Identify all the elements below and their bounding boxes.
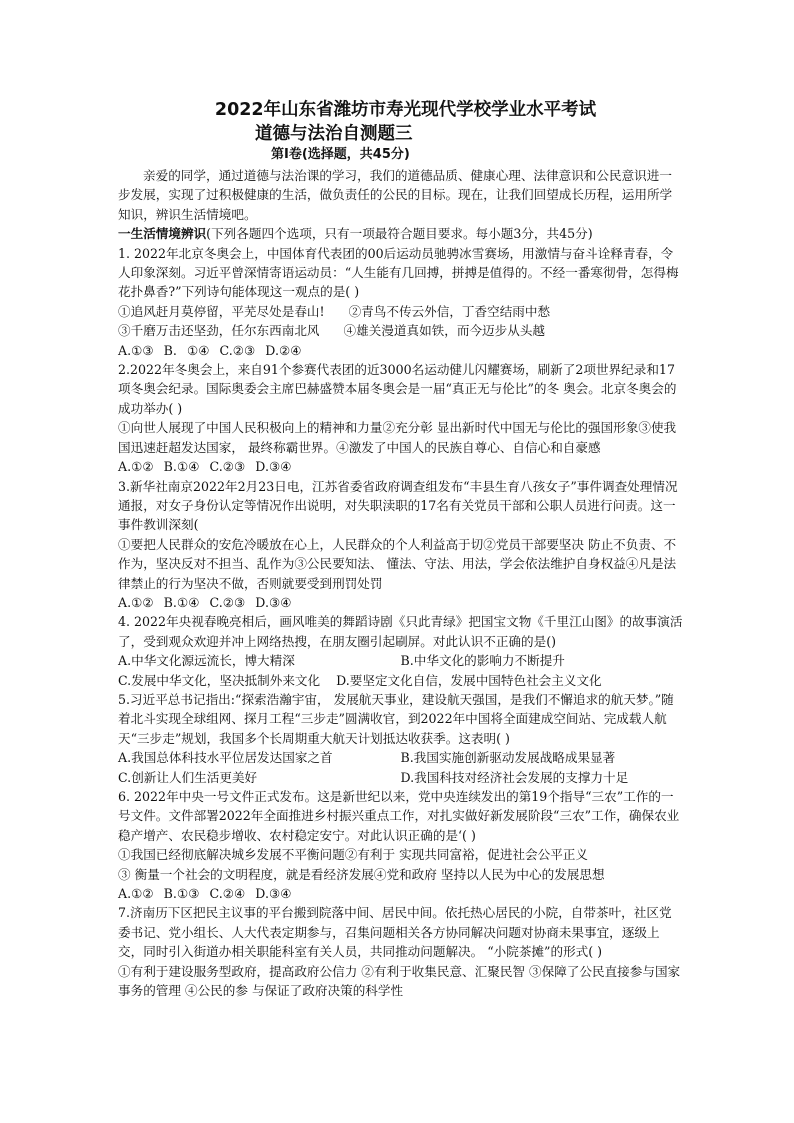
answer-option: A.中华文化源远流长，博大精深	[118, 653, 295, 669]
answer-option: C.创新让人们生活更美好	[118, 769, 258, 785]
question-items-row	[118, 302, 683, 321]
question-stem: 7.济南历下区把民主议事的平台搬到院落中间、居民中间。依托热心居民的小院，自带茶叶，社区党委书记、党小组长、人大代表定期参与，召集问题相关各方协同解决问题对协商未果事宜，逐级上交，同时引入街道办相关职能科室有关人员，共同推动问题解决。 “小院茶摊”的形式( )	[118, 905, 672, 960]
question-stem: 3.新华社南京2022年2月23日电，江苏省委省政府调查组发布“丰县生育八孩女子”事件调查处理情况通报，对女子身份认定等情况作出说明，对失职渎职的17名有关党员干部和公职人员进行问责。这一事件教训深刻(	[118, 478, 678, 533]
question-1	[118, 244, 683, 360]
answer-options-row	[118, 748, 683, 767]
question-item: ③ 衡量一个社会的文明程度，就是看经济发展④党和政府 坚持以人民为中心的发展思想	[118, 866, 605, 882]
answer-options: A.①② B.①④ C.②③ D.③④	[118, 459, 292, 475]
answer-option: B.中华文化的影响力不断提升	[400, 653, 565, 669]
answer-options-row	[118, 671, 683, 690]
answer-options: A.①② B.①③ C.②④ D.③④	[118, 886, 292, 902]
section-header: 第Ⅰ卷(选择题，共45分)	[271, 147, 410, 162]
question-item: ①我国已经彻底解决城乡发展不平衡问题②有利于 实现共同富裕，促进社会公平正义	[118, 847, 588, 863]
question-4	[118, 612, 683, 690]
answer-options-row	[118, 768, 683, 787]
question-stem: 4. 2022年央视春晚亮相后，画风唯美的舞蹈诗剧《只此青绿》把国宝文物《千里江山图》的故事演活了，受到观众欢迎并冲上网络热搜，在朋友圈引起刷屏。对此认识不正确的是()	[118, 614, 683, 649]
question-items: ①向世人展现了中国人民积极向上的精神和力量②充分彰 显出新时代中国无与伦比的强国形象③使我国迅速赶超发达国家， 最终称霸世界。④激发了中国人的民族自尊心、自信心和自豪感	[118, 420, 677, 455]
question-items: ①要把人民群众的安危冷暖放在心上，人民群众的个人利益高于切②党员干部要坚决 防止不负责、不作为，坚决反对不担当、乱作为③公民要知法、 懂法、守法、用法，学会依法维护自身权益④凡是法律禁止的行为坚决不做，否则就要受到刑罚处罚	[118, 536, 677, 591]
answer-option: D.我国科技对经济社会发展的支撑力十足	[400, 769, 629, 785]
question-7	[118, 903, 683, 1000]
question-item: ③千磨万击还坚劲，任尔东西南北风	[118, 323, 320, 339]
question-6	[118, 787, 683, 903]
part-title: 一生活情境辨识	[118, 226, 207, 242]
question-2	[118, 360, 683, 476]
question-stem: 6. 2022年中央一号文件正式发布。这是新世纪以来，党中央连续发出的第19个指导“三农”工作的一号文件。文件部署2022年全面推进乡村振兴重点工作，对扎实做好新发展阶段“三农”工作，确保农业稳产增产、农民稳步增收、农村稳定安宁。对此认识正确的是‘( )	[118, 789, 680, 843]
part-instruction: (下列各题四个选项，只有一项最符合题目要求。每小题3分，共45分)	[206, 226, 593, 242]
question-3	[118, 477, 683, 613]
part-heading	[118, 224, 683, 243]
answer-options: A.①② B.①④ C.②③ D.③④	[118, 594, 292, 610]
question-stem: 2.2022年冬奥会上，来自91个参赛代表团的近3000名运动健儿闪耀赛场，刷新了2项世界纪录和17项冬奥会纪录。国际奥委会主席巴赫盛赞本届冬奥会是一届“真正无与伦比”的冬 奥会。北京冬奥会的成功举办( )	[118, 362, 677, 416]
answer-options-row	[118, 651, 683, 670]
answer-option: B.我国实施创新驱动发展战略成果显著	[400, 750, 616, 766]
question-item: ②青鸟不传云外信，丁香空结雨中愁	[348, 303, 551, 319]
exam-subtitle: 道德与法治自测题三	[255, 124, 413, 144]
intro-paragraph: 亲爱的同学，通过道德与法治课的学习，我们的道德品质、健康心理、法律意识和公民意识进一步发展，实现了过积极健康的生活，做负责任的公民的目标。现在，让我们回望成长历程，运用所学知识，辨识生活情境吧。	[118, 168, 673, 222]
question-items: ①有利于建设服务型政府，提高政府公信力 ②有利于收集民意、汇聚民智 ③保障了公民直接参与国家事务的管理 ④公民的参 与保证了政府决策的科学性	[118, 963, 681, 999]
exam-page	[118, 98, 683, 1000]
answer-options: A.①③ B. ①④ C.②③ D.②④	[118, 342, 302, 358]
question-item: ①追风赶月莫停留，平芜尽处是春山!	[118, 303, 325, 319]
answer-option: C.发展中华文化，坚决抵制外来文化	[118, 672, 321, 688]
question-stem: 5.习近平总书记指出:“探索浩瀚宇宙， 发展航天事业，建设航天强国，是我们不懈追求的航天梦。”随着北斗实现全球组网、探月工程“三步走”圆满收官，到2022年中国将全面建成空间站、完成载人航天“三步走”规划，我国多个长周期重大航天计划抵达收获季。这表明( )	[118, 691, 674, 746]
question-5	[118, 690, 683, 787]
question-stem: 1. 2022年北京冬奥会上，中国体育代表团的00后运动员驰骋冰雪赛场，用激情与奋斗诠释青春，令人印象深刻。习近平曾深情寄语运动员：“人生能有几回搏，拼搏是值得的。不经一番寒彻骨，怎得梅花扑鼻香?”下列诗句能体现这一观点的是( )	[118, 245, 679, 300]
answer-option: A.我国总体科技水平位居发达国家之首	[118, 750, 333, 766]
exam-title: 2022年山东省潍坊市寿光现代学校学业水平考试	[214, 100, 597, 120]
question-items-row	[118, 321, 683, 340]
question-item: ④雄关漫道真如铁，而今迈步从头越	[343, 323, 545, 339]
answer-option: D.要坚定文化自信，发展中国特色社会主义文化	[336, 672, 602, 688]
